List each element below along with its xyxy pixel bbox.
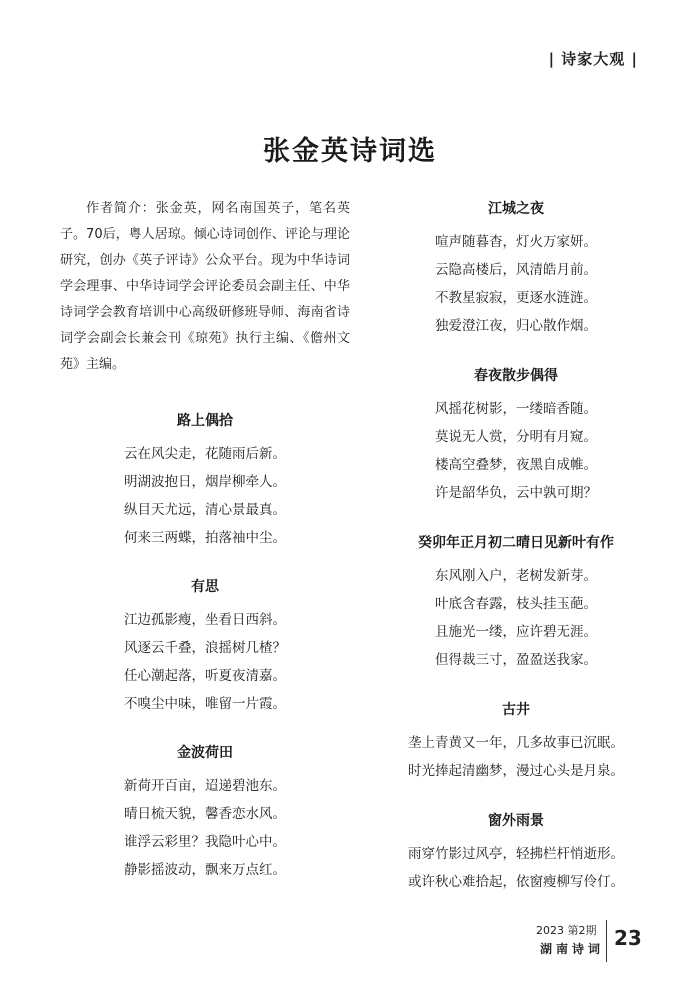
- poem-line: 雨穿竹影过风亭，轻拂栏杆悄逝形。: [408, 846, 624, 862]
- poem-line: 新荷开百亩，迢递碧池东。: [124, 778, 286, 794]
- poem-title: 古井: [502, 702, 530, 718]
- poem-line: 楼高空叠梦，夜黑自成帷。: [435, 457, 597, 473]
- footer-divider: [606, 920, 607, 962]
- left-column: [60, 196, 350, 906]
- poem-line: 云在风尖走，花随雨后新。: [124, 446, 286, 462]
- section-tag: | 诗家大观 |: [548, 50, 638, 68]
- poem: [370, 530, 662, 674]
- poem-title: 江城之夜: [488, 201, 544, 217]
- left-poem-list: [60, 408, 350, 884]
- right-column: [370, 196, 662, 919]
- poem-line: 时光捧起清幽梦，漫过心头是月泉。: [408, 763, 624, 779]
- poem-title: 有思: [191, 579, 219, 595]
- poem-line: 何来三两蝶，拍落袖中尘。: [124, 530, 286, 546]
- poem-line: 叶底含春露，枝头挂玉葩。: [435, 596, 597, 612]
- poem-line: 但得裁三寸，盈盈送我家。: [435, 652, 597, 668]
- magazine-name: 湖南诗词: [540, 942, 605, 956]
- poem-title: 金波荷田: [177, 745, 233, 761]
- right-poem-list: [370, 196, 662, 896]
- poem: [60, 574, 350, 718]
- poem-line: 谁浮云彩里？我隐叶心中。: [124, 834, 286, 850]
- poem: [60, 740, 350, 884]
- poem-line: 风摇花树影，一缕暗香随。: [435, 401, 597, 417]
- poem-line: 不教星寂寂，更逐水涟涟。: [435, 290, 597, 306]
- poem-title: 窗外雨景: [488, 813, 544, 829]
- page-number: 23: [614, 926, 642, 950]
- poem-line: 纵目天尤远，清心景最真。: [124, 502, 286, 518]
- poem-line: 江边孤影瘦，坐看日西斜。: [124, 612, 286, 628]
- poem-line: 风逐云千叠，浪摇树几楂？: [124, 640, 286, 656]
- poem: [370, 363, 662, 507]
- poem-line: 许是韶华负，云中孰可期？: [435, 485, 597, 501]
- poem-line: 垄上青黄又一年，几多故事已沉眠。: [408, 735, 624, 751]
- poem-title: 路上偶拾: [177, 413, 233, 429]
- poem-line: 静影摇波动，飘来万点红。: [124, 862, 286, 878]
- poem-line: 云隐高楼后，风清皓月前。: [435, 262, 597, 278]
- author-intro: 作者简介：张金英，网名南国英子，笔名英子。70后，粤人居琼。倾心诗词创作、评论与理论研究，创办《英子评诗》公众平台。现为中华诗词学会理事、中华诗词学会评论委员会副主任、中华诗词学会教育培训中心高级研修班导师、海南省诗词学会副会长兼会刊《琼苑》执行主编、《儋州文苑》主编。: [60, 201, 350, 372]
- poem-line: 任心潮起落，听夏夜清嘉。: [124, 668, 286, 684]
- poem-title: 癸卯年正月初二晴日见新叶有作: [418, 535, 614, 551]
- poem: [60, 408, 350, 552]
- poem-line: 明湖波抱日，烟岸柳牵人。: [124, 474, 286, 490]
- poem-title: 春夜散步偶得: [474, 368, 558, 384]
- poem-line: 莫说无人赏，分明有月窥。: [435, 429, 597, 445]
- poem: [370, 196, 662, 340]
- poem-line: 晴日梳天貌，馨香恋水风。: [124, 806, 286, 822]
- poem-line: 不嗅尘中味，唯留一片霞。: [124, 696, 286, 712]
- poem-line: 独爱澄江夜，归心散作烟。: [435, 318, 597, 334]
- poem-line: 且施光一缕，应许碧无涯。: [435, 624, 597, 640]
- poem: [370, 808, 662, 896]
- issue-label: 2023 第2期: [536, 924, 597, 937]
- poem-line: 东风刚入户，老树发新芽。: [435, 568, 597, 584]
- poem-line: 或许秋心难拾起，依窗瘦柳写伶仃。: [408, 874, 624, 890]
- poem: [370, 697, 662, 785]
- poem-line: 喧声随暮杳，灯火万家妍。: [435, 234, 597, 250]
- page-title: 张金英诗词选: [263, 136, 437, 167]
